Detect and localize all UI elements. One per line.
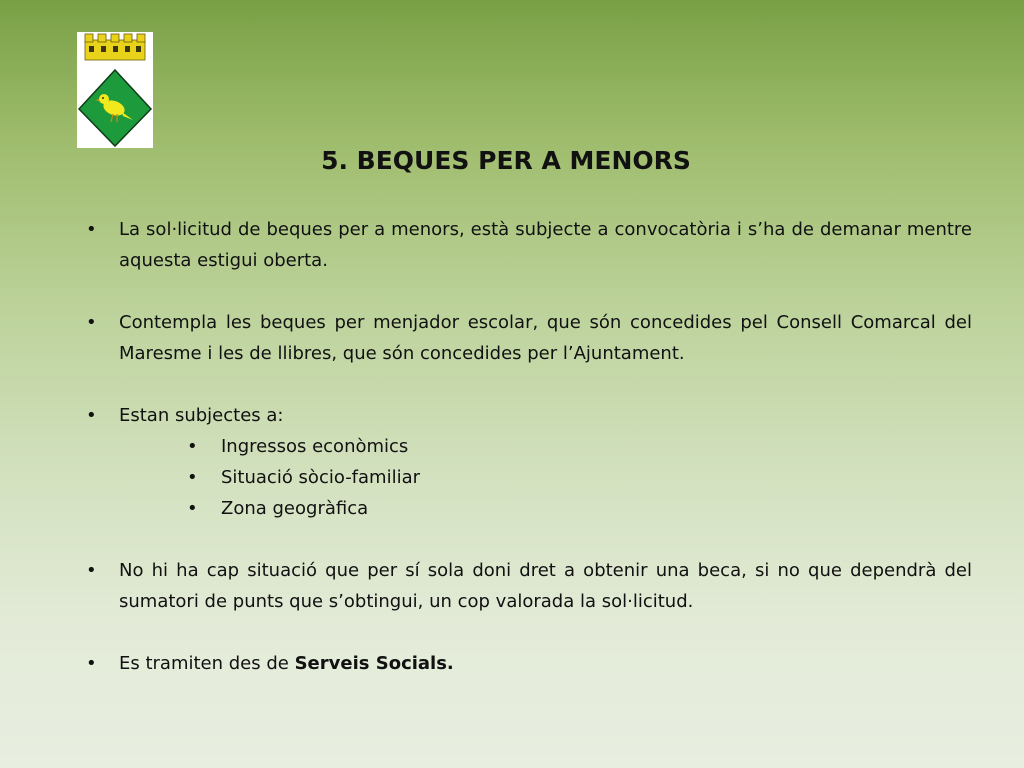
bullet-item xyxy=(84,555,972,617)
bullet-text: Estan subjectes a: xyxy=(119,405,284,426)
sub-bullet-item xyxy=(187,462,972,493)
bullet-text-prefix: Es tramiten des de xyxy=(119,653,295,674)
bullet-icon: • xyxy=(187,467,198,488)
sub-bullet-item xyxy=(187,493,972,524)
sub-bullet-item xyxy=(187,431,972,462)
municipal-logo xyxy=(77,32,153,148)
sub-bullet-text: Zona geogràfica xyxy=(221,498,369,519)
bullet-icon: • xyxy=(86,653,97,674)
bullet-icon: • xyxy=(86,560,97,581)
bullet-icon: • xyxy=(86,219,97,240)
sub-bullet-text: Ingressos econòmics xyxy=(221,436,409,457)
page-title: 5. BEQUES PER A MENORS xyxy=(321,146,691,175)
bullet-icon: • xyxy=(86,405,97,426)
bullet-text: La sol·licitud de beques per a menors, està subjecte a convocatòria i s’ha de demanar mentre aquesta estigui oberta. xyxy=(119,219,972,271)
bullet-text: No hi ha cap situació que per sí sola doni dret a obtenir una beca, si no que dependrà del sumatori de punts que s’obtingui, un cop valorada la sol·licitud. xyxy=(119,560,972,612)
coat-of-arms-icon xyxy=(77,32,153,148)
bullet-item xyxy=(84,214,972,276)
bullet-item xyxy=(84,307,972,369)
sub-bullet-list xyxy=(84,431,972,524)
bullet-icon: • xyxy=(86,312,97,333)
bullet-list xyxy=(84,214,972,679)
bullet-text-strong: Serveis Socials. xyxy=(294,653,454,674)
bullet-text: Contempla les beques per menjador escolar, que són concedides pel Consell Comarcal del Maresme i les de llibres, que són concedides per l’Ajuntament. xyxy=(119,312,972,364)
bullet-icon: • xyxy=(187,436,198,457)
bullet-item xyxy=(84,648,972,679)
bullet-item xyxy=(84,400,972,431)
bullet-icon: • xyxy=(187,498,198,519)
sub-bullet-text: Situació sòcio-familiar xyxy=(221,467,421,488)
